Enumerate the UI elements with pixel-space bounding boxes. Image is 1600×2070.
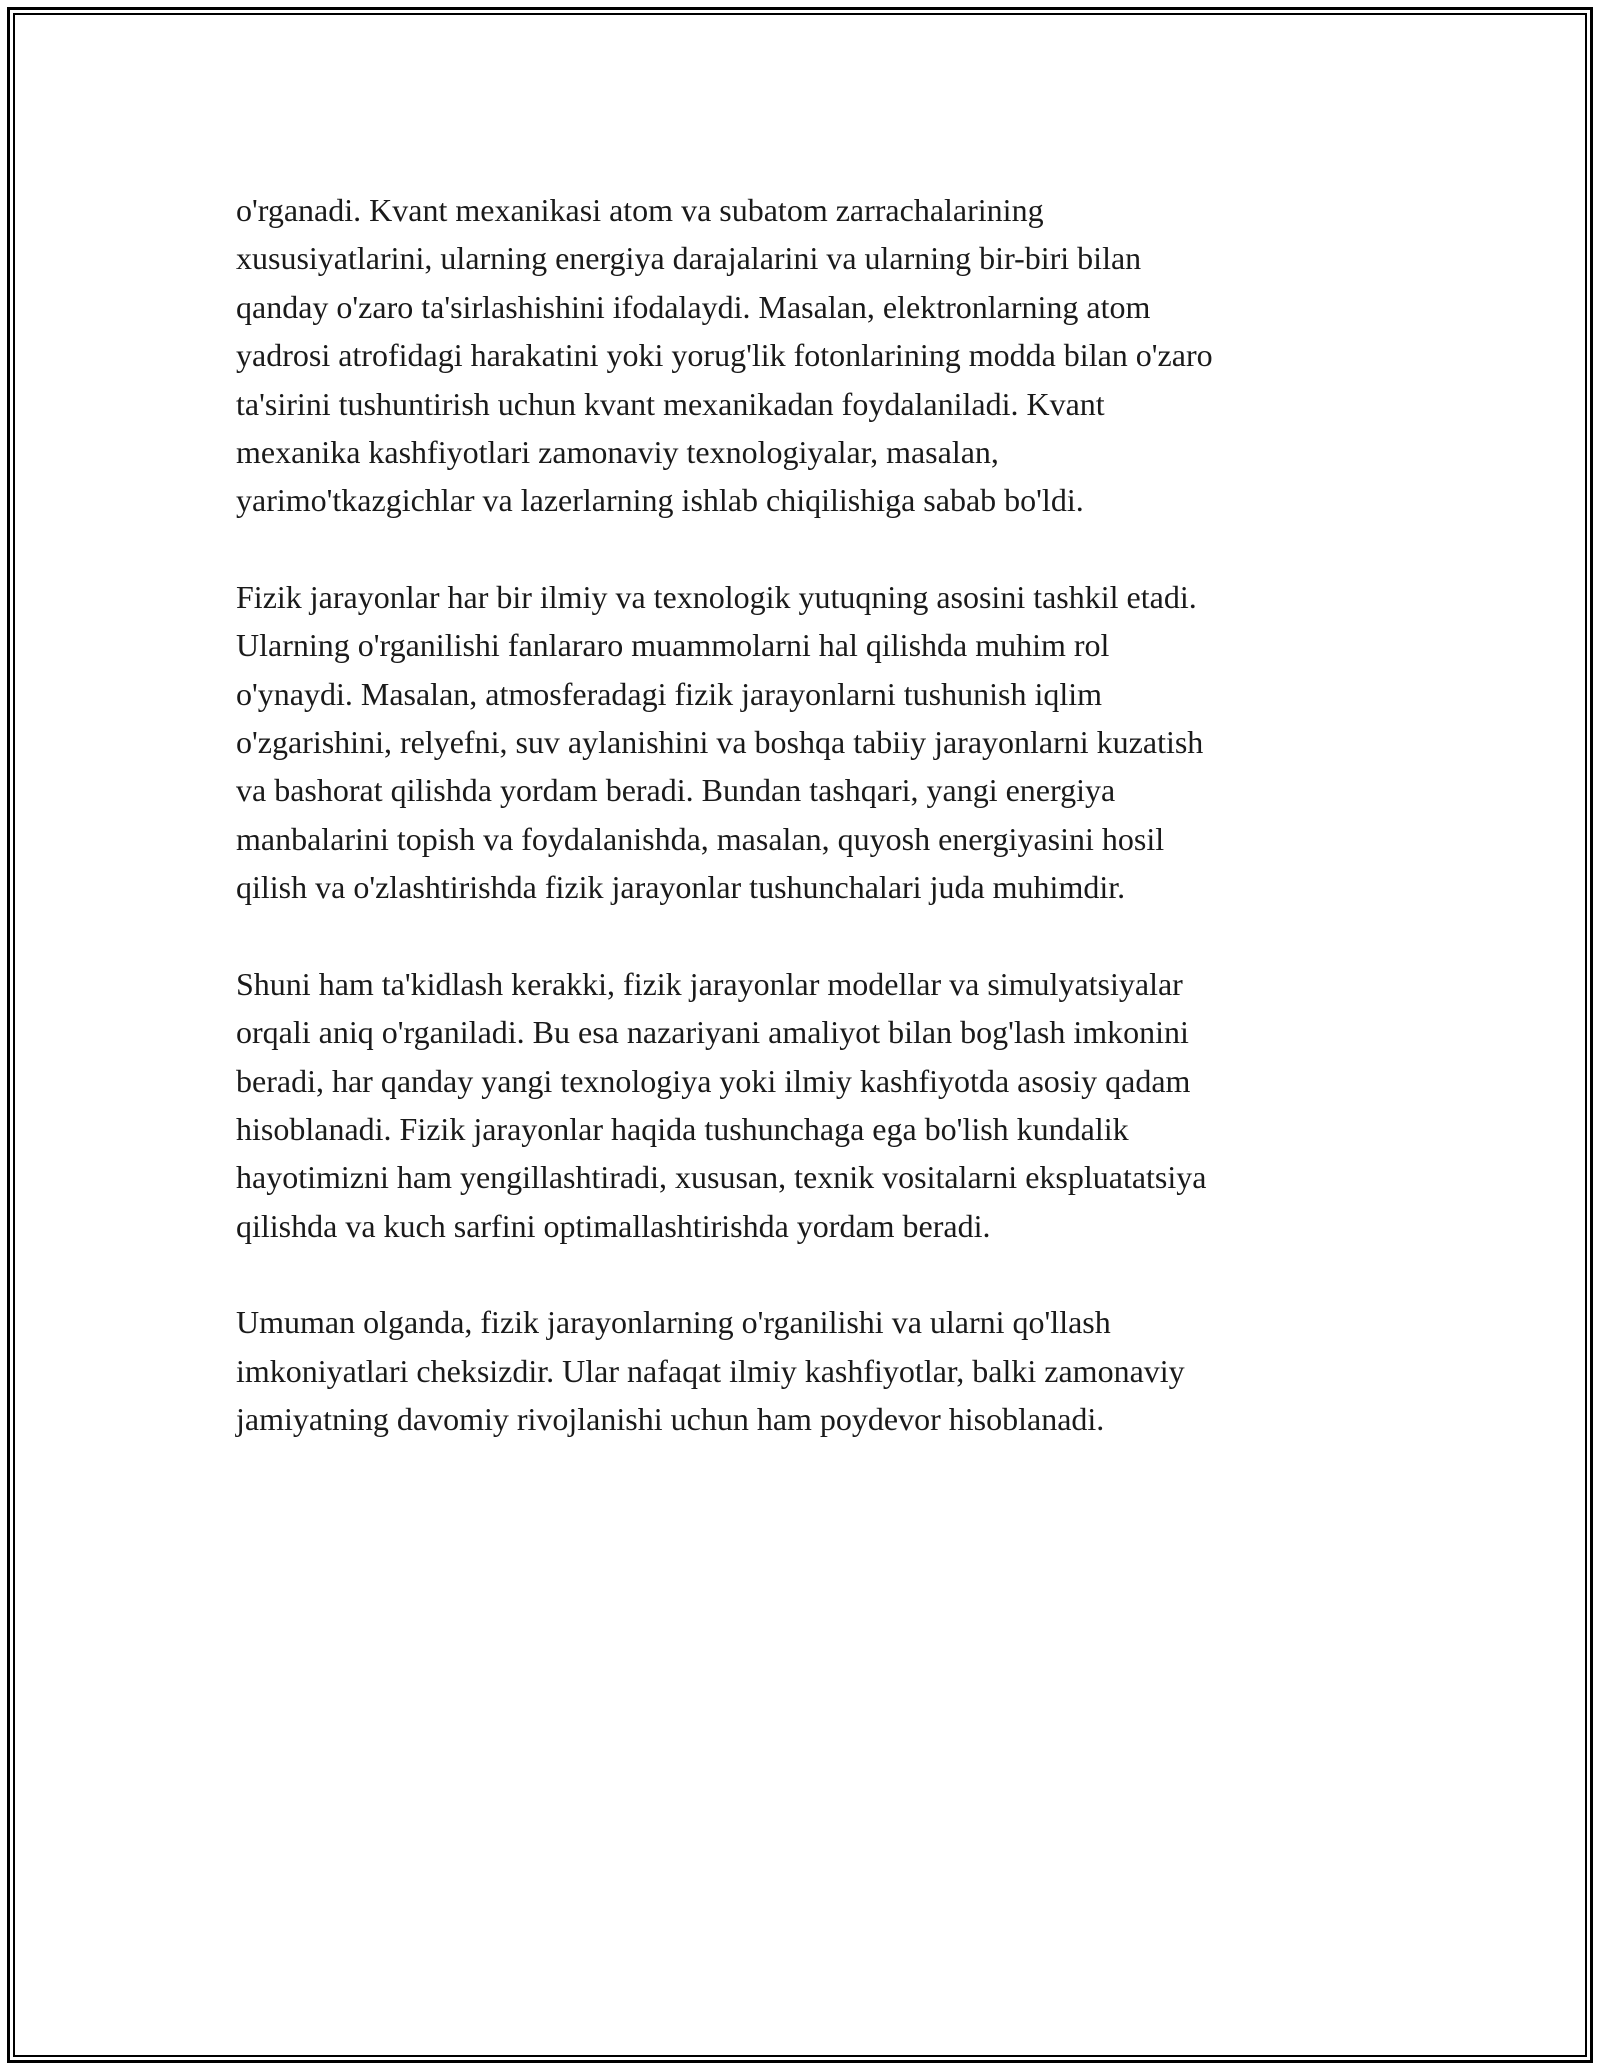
text-line: Umuman olganda, fizik jarayonlarning o'rganilishi va ularni qo'llash bbox=[236, 1304, 1111, 1341]
text-line: ta'sirini tushuntirish uchun kvant mexanikadan foydalaniladi. Kvant bbox=[236, 385, 1105, 422]
text-line: qilishda va kuch sarfini optimallashtirishda yordam beradi. bbox=[236, 1207, 991, 1244]
text-line: va bashorat qilishda yordam beradi. Bundan tashqari, yangi energiya bbox=[236, 772, 1116, 809]
paragraph-4 bbox=[236, 1298, 1396, 1443]
text-line: qilish va o'zlashtirishda fizik jarayonlar tushunchalari juda muhimdir. bbox=[236, 869, 1126, 906]
text-line: xususiyatlarini, ularning energiya darajalarini va ularning bir-biri bilan bbox=[236, 240, 1142, 277]
text-line: orqali aniq o'rganiladi. Bu esa nazariyani amaliyot bilan bog'lash imkonini bbox=[236, 1014, 1189, 1051]
text-line: o'ynaydi. Masalan, atmosferadagi fizik jarayonlarni tushunish iqlim bbox=[236, 675, 1102, 712]
text-line: yarimo'tkazgichlar va lazerlarning ishlab chiqilishiga sabab bo'ldi. bbox=[236, 482, 1084, 519]
text-line: hayotimizni ham yengillashtiradi, xususan, texnik vositalarni ekspluatatsiya bbox=[236, 1159, 1207, 1196]
text-line: jamiyatning davomiy rivojlanishi uchun ham poydevor hisoblanadi. bbox=[236, 1400, 1105, 1437]
text-line: Fizik jarayonlar har bir ilmiy va texnologik yutuqning asosini tashkil etadi. bbox=[236, 578, 1197, 615]
text-line: o'zgarishini, relyefni, suv aylanishini va boshqa tabiiy jarayonlarni kuzatish bbox=[236, 724, 1204, 761]
text-line: imkoniyatlari cheksizdir. Ular nafaqat ilmiy kashfiyotlar, balki zamonaviy bbox=[236, 1352, 1185, 1389]
text-line: yadrosi atrofidagi harakatini yoki yorug'lik fotonlarining modda bilan o'zaro bbox=[236, 337, 1213, 374]
text-line: qanday o'zaro ta'sirlashishini ifodalaydi. Masalan, elektronlarning atom bbox=[236, 288, 1151, 325]
text-line: Ularning o'rganilishi fanlararo muammolarni hal qilishda muhim rol bbox=[236, 627, 1110, 664]
text-line: Shuni ham ta'kidlash kerakki, fizik jarayonlar modellar va simulyatsiyalar bbox=[236, 965, 1183, 1002]
text-line: manbalarini topish va foydalanishda, masalan, quyosh energiyasini hosil bbox=[236, 820, 1165, 857]
paragraph-1 bbox=[236, 186, 1396, 525]
paragraph-3 bbox=[236, 960, 1396, 1250]
paragraph-2 bbox=[236, 573, 1396, 912]
text-line: mexanika kashfiyotlari zamonaviy texnologiyalar, masalan, bbox=[236, 434, 999, 471]
document-body bbox=[236, 186, 1396, 1491]
text-line: hisoblanadi. Fizik jarayonlar haqida tushunchaga ega bo'lish kundalik bbox=[236, 1110, 1129, 1147]
text-line: beradi, har qanday yangi texnologiya yoki ilmiy kashfiyotda asosiy qadam bbox=[236, 1062, 1191, 1099]
text-line: o'rganadi. Kvant mexanikasi atom va subatom zarrachalarining bbox=[236, 192, 1044, 228]
